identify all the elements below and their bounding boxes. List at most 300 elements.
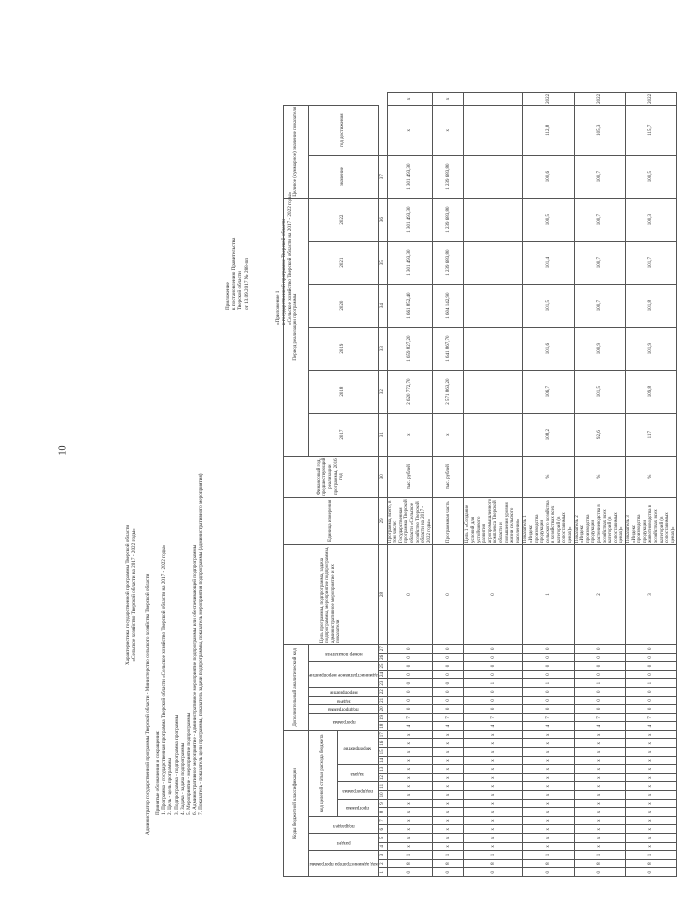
column-number: 19 [378,713,387,722]
table-row [433,92,464,876]
row-year-value [464,155,523,198]
code-cell: x [433,816,464,825]
header-program: программа [309,713,379,730]
code-cell: 0 [523,670,574,679]
code-cell: 0 [464,868,523,877]
code-cell: x [387,765,433,774]
code-cell: 0 [387,705,433,714]
code-cell: 0 [387,696,433,705]
document-title [125,525,137,665]
row-year-value: 1 301 493,30 [387,155,433,198]
code-cell: 1 [464,679,523,688]
approval-line: к постановлению Правительства [231,237,238,310]
code-cell: 1 [574,851,625,860]
code-cell: 1 [574,679,625,688]
row-name: Показатель 3 «Индекс производства продукции животноводства в хозяйствах всех категорий (в сопоставимых ценах)» [626,497,677,544]
header-year: 2018 [309,370,379,413]
legend-line: 6. Административное мероприятие - административное мероприятие подпрограммы или обеспечивающей подпрограммы [192,544,199,815]
code-cell: x [433,799,464,808]
row-name: Программная часть [433,497,464,544]
row-target-value: 115,7 [626,105,677,155]
column-number: 21 [378,696,387,705]
code-cell: x [387,791,433,800]
row-year-value: 100,7 [574,198,625,241]
code-cell: x [626,748,677,757]
code-cell: x [626,808,677,817]
column-number: 28 [378,544,387,644]
code-cell: 0 [387,653,433,662]
column-number: 22 [378,687,387,696]
code-cell: 0 [626,644,677,653]
row-year-value: 101,7 [626,241,677,284]
code-cell: 0 [626,696,677,705]
row-year-value: 101,4 [523,241,574,284]
code-cell: 0 [574,696,625,705]
row-target-year: 2022 [574,92,625,105]
row-base-value: 117 [626,413,677,456]
code-cell: 7 [574,713,625,722]
code-cell: 1 [523,544,574,644]
header-article-program: программа [337,799,378,816]
code-cell: 0 [464,544,523,644]
code-cell: x [626,773,677,782]
header-year: 2017 [309,413,379,456]
group-header-target: Целевое (суммарное) значение показателя [284,105,309,198]
row-base-value: 108,2 [523,413,574,456]
column-number: 18 [378,722,387,731]
code-cell: 0 [433,662,464,671]
header-article-activity: мероприятие [337,730,378,764]
row-target-year [464,92,523,105]
header-section: раздел [309,834,379,851]
code-cell: x [433,782,464,791]
code-cell: 4 [574,722,625,731]
row-year-value: 2 620 772,70 [387,370,433,413]
code-cell: x [626,834,677,843]
table-row [464,92,523,876]
code-cell: x [387,799,433,808]
row-year-value [464,327,523,370]
column-number: 23 [378,679,387,688]
code-cell: 0 [626,705,677,714]
code-cell: 0 [387,662,433,671]
code-cell: x [464,756,523,765]
code-cell: x [387,739,433,748]
code-cell: x [387,808,433,817]
header-indicator-no: номер показателя [309,644,379,661]
row-target-value: x [433,105,464,155]
code-cell: x [523,739,574,748]
code-cell: 0 [523,696,574,705]
row-year-value: 109,8 [626,370,677,413]
row-year-value: 100,5 [626,155,677,198]
header-achievement-year: год достижения [309,105,379,155]
row-target-year: x [433,92,464,105]
code-cell: x [626,799,677,808]
row-year-value: 100,7 [574,284,625,327]
column-number: 31 [378,413,387,456]
code-cell: 0 [433,687,464,696]
row-year-value: 100,7 [574,241,625,284]
column-number: 26 [378,653,387,662]
row-year-value: 101,5 [574,370,625,413]
code-cell: x [574,782,625,791]
code-cell: x [626,782,677,791]
code-cell: x [626,791,677,800]
row-target-value: 112,8 [523,105,574,155]
code-cell: 8 [387,859,433,868]
code-cell: x [464,782,523,791]
row-name: Цель 1 «Создание условий для устойчивого развития агропромышленного комплекса Тверской области и повышения уровня жизни сельского населения» [464,497,523,544]
code-cell: 0 [626,868,677,877]
code-cell: 7 [433,713,464,722]
code-cell: 0 [387,544,433,644]
code-cell: x [523,842,574,851]
code-cell: x [523,773,574,782]
column-number: 15 [378,748,387,757]
code-cell: x [523,765,574,774]
code-cell: x [626,825,677,834]
code-cell: x [464,816,523,825]
code-cell: x [626,842,677,851]
row-year-value: 100,9 [574,327,625,370]
column-number: 12 [378,773,387,782]
code-cell: 8 [626,859,677,868]
code-cell: 1 [464,851,523,860]
code-cell: 0 [574,705,625,714]
code-cell: 1 [626,851,677,860]
code-cell: x [574,730,625,739]
column-number: 11 [378,782,387,791]
row-year-value: 101,6 [523,327,574,370]
code-cell: 0 [464,653,523,662]
row-year-value [464,370,523,413]
row-year-value [464,198,523,241]
code-cell: x [464,834,523,843]
column-number: 7 [378,816,387,825]
code-cell: x [464,825,523,834]
code-cell: x [523,791,574,800]
row-target-value [464,105,523,155]
code-cell: 1 [626,679,677,688]
header-admin-activity: административное мероприятие [309,662,379,688]
code-cell: x [523,808,574,817]
row-target-value: 105,3 [574,105,625,155]
code-cell: 0 [433,696,464,705]
header-task: задача [309,696,379,705]
legend-line: 2. Цель - цель программы [167,758,174,815]
header-unit: Единица измерения [284,497,379,544]
code-cell: 7 [387,713,433,722]
row-year-value: 100,3 [626,198,677,241]
code-cell: x [387,825,433,834]
column-number: 6 [378,825,387,834]
appendix-line: «Приложение 1 [275,290,281,325]
code-cell: x [464,799,523,808]
row-target-value: x [387,105,433,155]
row-year-value: 1 239 683,80 [433,155,464,198]
code-cell: x [574,808,625,817]
code-cell: x [433,808,464,817]
code-cell: x [464,791,523,800]
row-year-value: 1 301 493,30 [387,241,433,284]
header-year: 2020 [309,284,379,327]
row-unit: тыс. рублей [433,456,464,497]
code-cell: 0 [433,705,464,714]
code-cell: 0 [464,687,523,696]
column-number: 5 [378,834,387,843]
legend-line: 4. Задача - задача подпрограммы [179,742,186,815]
column-number: 25 [378,662,387,671]
code-cell: x [387,782,433,791]
code-cell: 8 [523,859,574,868]
code-cell: x [433,825,464,834]
header-activity: мероприятие [309,687,379,696]
code-cell: 0 [626,653,677,662]
code-cell: 0 [387,679,433,688]
code-cell: x [626,765,677,774]
column-number: 14 [378,756,387,765]
code-cell: x [523,834,574,843]
code-cell: x [433,773,464,782]
code-cell: x [523,756,574,765]
row-year-value: 2 571 863,20 [433,370,464,413]
code-cell: x [574,834,625,843]
code-cell: x [523,748,574,757]
code-cell: x [574,842,625,851]
code-cell: 0 [387,644,433,653]
code-cell: x [433,791,464,800]
code-cell: x [523,816,574,825]
header-subprogram: подпрограмма [309,705,379,714]
column-number: 29 [378,497,387,544]
code-cell: x [464,773,523,782]
code-cell: x [464,739,523,748]
code-cell: x [464,765,523,774]
code-cell: 0 [626,662,677,671]
column-number-row [378,92,387,876]
code-cell: 0 [626,687,677,696]
column-number: 8 [378,808,387,817]
code-cell: 4 [433,722,464,731]
code-cell: 4 [523,722,574,731]
column-number: 13 [378,765,387,774]
column-number: 20 [378,705,387,714]
column-number: 32 [378,370,387,413]
code-cell: x [523,799,574,808]
code-cell: 0 [464,644,523,653]
column-number: 24 [378,670,387,679]
code-cell: x [433,834,464,843]
code-cell: 7 [626,713,677,722]
header-base-year: Финансовый год, предшествующий реализации программы, 2016 год [284,456,379,497]
row-unit [464,456,523,497]
row-year-value: 101,9 [626,327,677,370]
code-cell: x [574,756,625,765]
row-name: Показатель 2 «Индекс производства продукции растениеводства в хозяйствах всех категорий (в сопоставимых ценах)» [574,497,625,544]
code-cell: 0 [574,868,625,877]
code-cell: x [626,756,677,765]
code-cell: x [574,791,625,800]
header-target-article: код целевой статьи расхода бюджета [309,730,338,816]
row-unit: % [574,456,625,497]
code-cell: 0 [626,670,677,679]
row-year-value: 1 661 852,40 [387,284,433,327]
code-cell: 8 [464,859,523,868]
row-year-value [464,284,523,327]
code-cell: 0 [574,670,625,679]
code-cell: 0 [433,644,464,653]
characteristics-table [283,92,677,877]
code-cell: x [523,782,574,791]
header-goal: Цель программы, подпрограмма, задача подпрограммы, мероприятие подпрограммы, административное мероприятие и их показатели [284,544,379,644]
code-cell: x [574,748,625,757]
row-year-value: 1 301 493,30 [387,198,433,241]
code-cell: x [433,730,464,739]
code-cell: 0 [464,705,523,714]
header-subsection: подраздел [309,816,379,833]
code-cell: 0 [523,705,574,714]
code-cell: x [574,765,625,774]
header-article-task: задача [337,765,378,782]
row-unit: % [523,456,574,497]
approval-note [225,238,250,310]
row-target-year: 2022 [626,92,677,105]
row-unit: тыс. рублей [387,456,433,497]
code-cell: 3 [626,544,677,644]
row-year-value: 1 641 867,70 [433,327,464,370]
row-year-value: 100,6 [523,155,574,198]
group-header-period: Период реализации программы [284,198,309,456]
code-cell: x [574,816,625,825]
code-cell: x [387,756,433,765]
code-cell: 4 [626,722,677,731]
table-row [574,92,625,876]
header-value: значение [309,155,379,198]
code-cell: 2 [574,544,625,644]
code-cell: 0 [523,653,574,662]
table-row [523,92,574,876]
legend-line: Принятые обозначения и сокращения: [155,730,161,815]
code-cell: 8 [433,859,464,868]
approval-line: Тверской области [237,271,244,310]
code-cell: 0 [433,679,464,688]
row-base-value: x [387,413,433,456]
column-number: 4 [378,842,387,851]
code-cell: 0 [523,687,574,696]
approval-line: от 13.09.2017 № 288-пп [243,257,250,310]
column-number: 3 [378,851,387,860]
header-year: 2019 [309,327,379,370]
column-number: 27 [378,644,387,653]
code-cell: 7 [523,713,574,722]
code-cell: x [387,834,433,843]
code-cell: x [464,748,523,757]
row-year-value: 100,7 [574,155,625,198]
code-cell: 0 [574,644,625,653]
code-cell: 4 [464,722,523,731]
code-cell: 1 [523,679,574,688]
code-cell: x [387,748,433,757]
code-cell: x [433,756,464,765]
row-name: Показатель 1 «Индекс производства продукции сельского хозяйства в хозяйствах всех категорий (в сопоставимых ценах)» [523,497,574,544]
code-cell: x [574,739,625,748]
code-cell: 8 [574,859,625,868]
row-unit: % [626,456,677,497]
code-cell: x [433,765,464,774]
code-cell: x [433,842,464,851]
appendix-line: «Сельское хозяйство Тверской области на 2017 - 2022 годы» [287,191,294,325]
legend-line: 5. Мероприятие - мероприятие подпрограммы [186,712,193,815]
code-cell: 0 [574,653,625,662]
code-cell: x [433,739,464,748]
code-cell: 0 [433,544,464,644]
code-cell: x [387,816,433,825]
code-cell: x [574,773,625,782]
code-cell: 0 [464,670,523,679]
column-number: 1 [378,868,387,877]
row-target-year: x [387,92,433,105]
code-cell: 1 [433,851,464,860]
row-base-value: x [433,413,464,456]
row-year-value: 1 239 683,80 [433,198,464,241]
administrator-line: Администратор государственной программы Тверской области - Министерство сельского хозяйства Тверской области [145,573,151,835]
header-row-1 [284,92,309,876]
column-number: 33 [378,327,387,370]
column-number: 35 [378,241,387,284]
code-cell: x [523,730,574,739]
header-admin-code: код администратора программы [309,851,379,877]
code-cell: x [387,730,433,739]
row-year-value: 106,7 [523,370,574,413]
row-year-value: 100,5 [523,198,574,241]
column-number: 17 [378,730,387,739]
legend-block [155,473,205,815]
code-cell: x [464,730,523,739]
page-number: 10 [57,445,69,456]
header-year: 2021 [309,241,379,284]
column-number: 37 [378,155,387,198]
code-cell: 1 [523,851,574,860]
code-cell: 0 [523,868,574,877]
code-cell: 0 [464,696,523,705]
code-cell: x [387,842,433,851]
column-number: 2 [378,859,387,868]
column-number: 36 [378,198,387,241]
row-name: Программа, всего, в том числе: Государственная программа Тверской области «Сельское хозяйство Тверской области на 2017 - 2022 годы» [387,497,433,544]
code-cell: x [574,825,625,834]
code-cell: 0 [387,687,433,696]
code-cell: x [626,730,677,739]
code-cell: 0 [574,662,625,671]
appendix-line: к государственной программе Тверской области [281,218,288,325]
code-cell: x [464,808,523,817]
group-header-program-code: Дополнительный аналитический код [284,644,309,730]
legend-line: 3. Подпрограмма - подпрограмма программы [173,714,180,815]
code-cell: 0 [433,670,464,679]
row-base-value [464,413,523,456]
title-line: Характеристика государственной программы Тверской области [125,524,131,665]
code-cell: x [626,739,677,748]
code-cell: 0 [523,644,574,653]
code-cell: 4 [387,722,433,731]
column-number: 16 [378,739,387,748]
row-year-value: 1 604 142,90 [433,284,464,327]
code-cell: x [433,748,464,757]
code-cell: 0 [387,670,433,679]
header-year: 2022 [309,198,379,241]
row-year-value: 101,5 [523,284,574,327]
